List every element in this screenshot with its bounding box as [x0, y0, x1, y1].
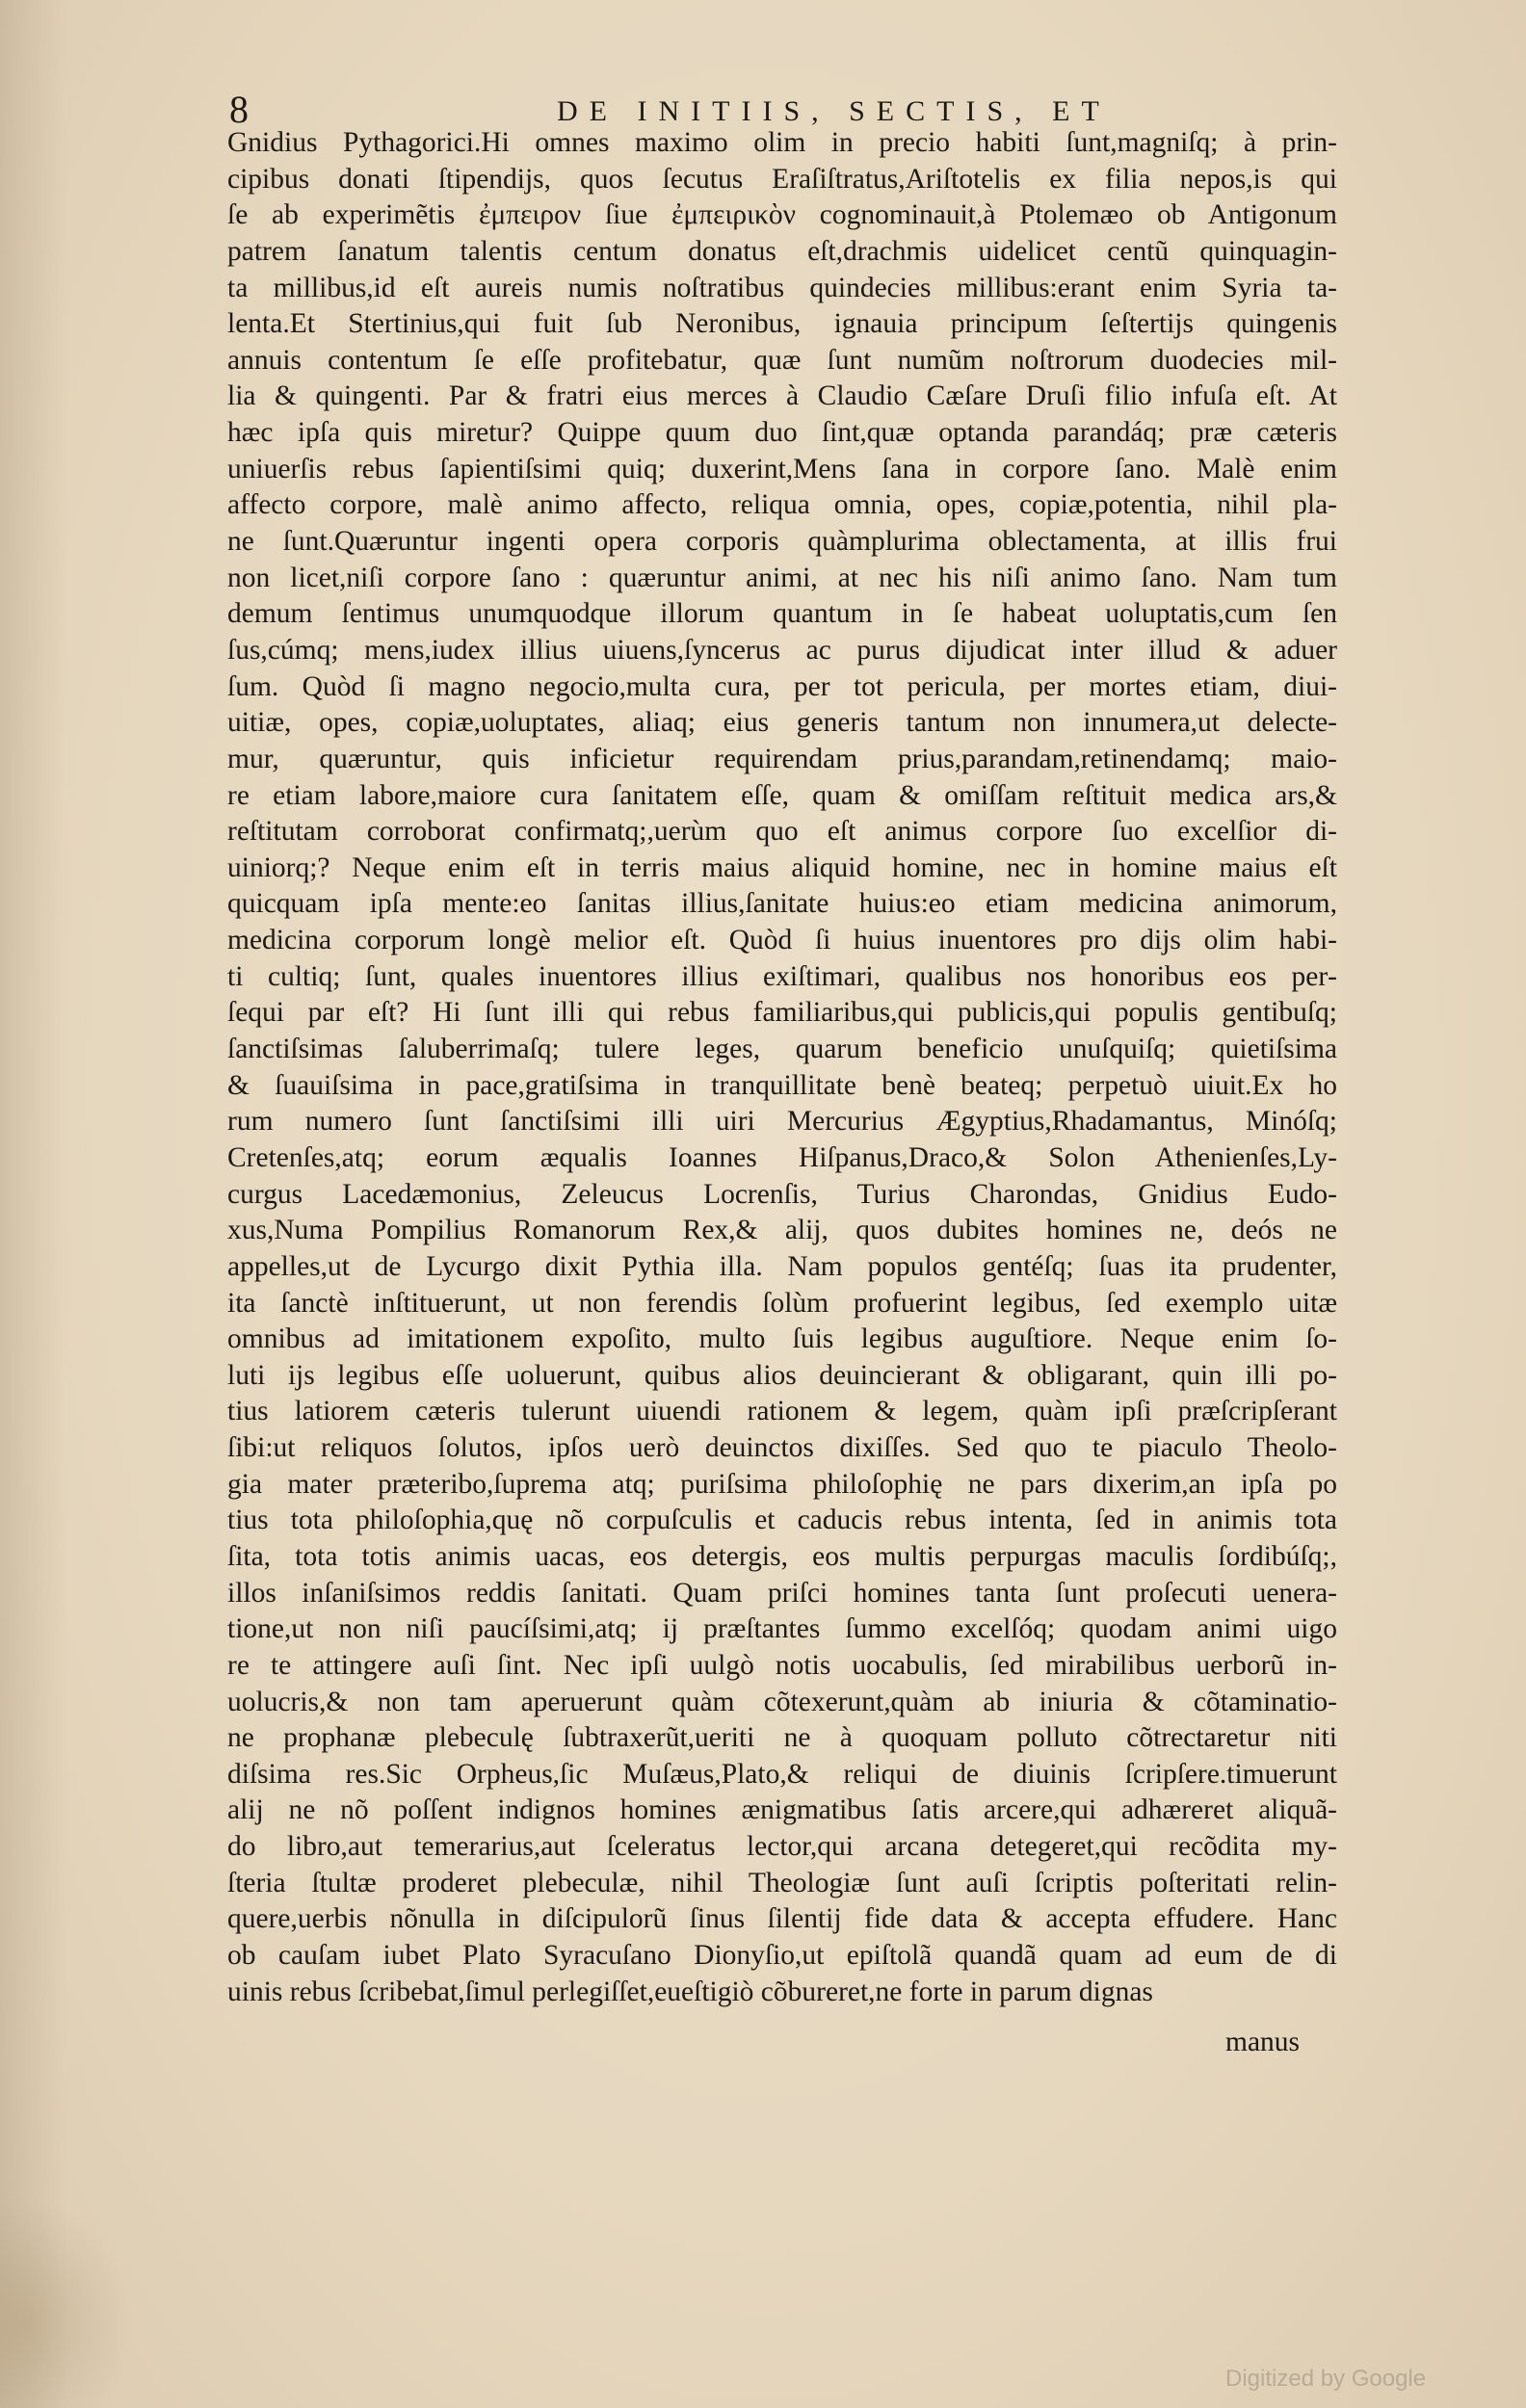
- text-line: luti ijs legibus eſſe uoluerunt, quibus alios deuincierant & obligarant, quin illi po‑: [227, 1359, 1337, 1391]
- text-line: diſsima res.Sic Orpheus,ſic Muſæus,Plato,& reliqui de diuinis ſcripſere.timuerunt: [227, 1758, 1337, 1790]
- text-line: quicquam ipſa mente:eo ſanitas illius,ſanitate huius:eo etiam medicina animorum,: [227, 888, 1337, 920]
- body-text: [227, 125, 1337, 2010]
- text-line: ſus,cúmq; mens,iudex illius uiuens,ſyncerus ac purus dijudicat inter illud & aduer: [227, 634, 1337, 666]
- text-line: demum ſentimus unumquodque illorum quantum in ſe habeat uoluptatis,cum ſen: [227, 598, 1337, 630]
- text-line: uolucris,& non tam aperuerunt quàm cõtexerunt,quàm ab iniuria & cõtaminatio‑: [227, 1686, 1337, 1717]
- running-title: DE INITIIS, SECTIS, ET: [557, 95, 1111, 127]
- text-line: re te attingere auſi ſint. Nec ipſi uulgò notis uocabulis, ſed mirabilibus uerborũ in‑: [227, 1649, 1337, 1681]
- text-line: uinis rebus ſcribebat,ſimul perlegiſſet,eueſtigiò cõbureret,ne forte in parum dignas: [227, 1976, 1153, 2007]
- text-line: ſum. Quòd ſi magno negocio,multa cura, per tot pericula, per mortes etiam, diui‑: [227, 670, 1337, 702]
- text-line: uiniorq;? Neque enim eſt in terris maius aliquid homine, nec in homine maius eſt: [227, 851, 1337, 883]
- text-line: medicina corporum longè melior eſt. Quòd ſi huius inuentores pro dijs olim habi‑: [227, 925, 1337, 956]
- digitization-watermark: Digitized by Google: [1225, 2366, 1427, 2392]
- text-line: illos inſaniſsimos reddis ſanitati. Quam priſci homines tanta ſunt proſecuti uenera‑: [227, 1577, 1337, 1609]
- text-line: ne ſunt.Quæruntur ingenti opera corporis quàmplurima oblectamenta, at illis frui: [227, 526, 1337, 558]
- page-number: 8: [229, 88, 249, 131]
- text-line: patrem ſanatum talentis centum donatus eſt,drachmis uidelicet centũ quinquagin‑: [227, 235, 1337, 267]
- text-line: do libro,aut temerarius,aut ſceleratus lector,qui arcana detegeret,qui recõdita my‑: [227, 1831, 1337, 1863]
- text-line: Cretenſes,atq; eorum æqualis Ioannes Hiſpanus,Draco,& Solon Athenienſes,Ly‑: [227, 1141, 1337, 1173]
- text-line: re etiam labore,maiore cura ſanitatem eſſe, quam & omiſſam reſtituit medica ars,&: [227, 779, 1337, 811]
- text-line: ne prophanæ plebeculę ſubtraxerũt,ueriti ne à quoquam polluto cõtrectaretur niti: [227, 1722, 1337, 1754]
- text-line: hæc ipſa quis miretur? Quippe quum duo ſint,quæ optanda parandáq; præ cæteris: [227, 417, 1337, 449]
- text-line: ſequi par eſt? Hi ſunt illi qui rebus familiaribus,qui publicis,qui populis gentibuſq;: [227, 997, 1337, 1029]
- text-line: xus,Numa Pompilius Romanorum Rex,& alij, quos dubites homines ne, deós ne: [227, 1215, 1337, 1246]
- paper-stain: [0, 2196, 135, 2408]
- text-line: affecto corpore, malè animo affecto, reliqua omnia, opes, copiæ,potentia, nihil pla‑: [227, 489, 1337, 521]
- text-line: appelles,ut de Lycurgo dixit Pythia illa. Nam populos gentéſq; ſuas ita prudenter,: [227, 1250, 1337, 1282]
- text-line: ſibi:ut reliquos ſolutos, ipſos uerò deuinctos dixiſſes. Sed quo te piaculo Theolo‑: [227, 1432, 1337, 1464]
- text-line: ſteria ſtultæ proderet plebeculæ, nihil Theologiæ ſunt auſi ſcriptis poſteritati relin‑: [227, 1867, 1337, 1898]
- text-line: uniuerſis rebus ſapientiſsimi quiq; duxerint,Mens ſana in corpore ſano. Malè enim: [227, 453, 1337, 484]
- text-line: lenta.Et Stertinius,qui fuit ſub Neronibus, ignauia principum ſeſtertijs quingenis: [227, 308, 1337, 340]
- text-line: quere,uerbis nõnulla in diſcipulorũ ſinus ſilentij fide data & accepta effudere. Hanc: [227, 1903, 1337, 1935]
- text-line: rum numero ſunt ſanctiſsimi illi uiri Mercurius Ægyptius,Rhadamantus, Minóſq;: [227, 1106, 1337, 1138]
- text-line: Gnidius Pythagorici.Hi omnes maximo olim in precio habiti ſunt,magniſq; à prin‑: [227, 127, 1337, 158]
- text-line: ti cultiq; ſunt, quales inuentores illius exiſtimari, qualibus nos honoribus eos per‑: [227, 960, 1337, 992]
- text-line: ta millibus,id eſt aureis numis noſtratibus quindecies millibus:erant enim Syria ta‑: [227, 272, 1337, 303]
- text-line: ſe ab experimẽtis ἐμπειρον ſiue ἐμπειρικὸν cognominauit,à Ptolemæo ob Antigonum: [227, 199, 1337, 231]
- text-line: curgus Lacedæmonius, Zeleucus Locrenſis, Turius Charondas, Gnidius Eudo‑: [227, 1178, 1337, 1210]
- text-line: & ſuauiſsima in pace,gratiſsima in tranquillitate benè beateq; perpetuò uiuit.Ex ho: [227, 1069, 1337, 1101]
- text-line: omnibus ad imitationem expoſito, multo ſuis legibus auguſtiore. Neque enim ſo‑: [227, 1323, 1337, 1355]
- text-line: ob cauſam iubet Plato Syracuſano Dionyſio,ut epiſtolã quandã quam ad eum de di: [227, 1940, 1337, 1972]
- catchword: manus: [1225, 2027, 1301, 2057]
- text-line: alij ne nõ poſſent indignos homines ænigmatibus ſatis arcere,qui adhæreret aliquã‑: [227, 1794, 1337, 1826]
- text-line: reſtitutam corroborat confirmatq;,uerùm quo eſt animus corpore ſuo excelſior di‑: [227, 816, 1337, 848]
- text-line: annuis contentum ſe eſſe profitebatur, quæ ſunt numũm noſtrorum duodecies mil‑: [227, 344, 1337, 376]
- text-line: tius tota philoſophia,quę nõ corpuſculis et caducis rebus intenta, ſed in animis tota: [227, 1505, 1337, 1536]
- page-edge-shadow: [0, 0, 67, 2408]
- text-line: ſanctiſsimas ſaluberrimaſq; tulere leges, quarum beneficio unuſquiſq; quietiſsima: [227, 1034, 1337, 1065]
- text-line: lia & quingenti. Par & fratri eius merces à Claudio Cæſare Druſi filio infuſa eſt. At: [227, 380, 1337, 412]
- text-line: ſita, tota totis animis uacas, eos detergis, eos multis perpurgas maculis ſordibúſq;,: [227, 1540, 1337, 1572]
- text-line: tius latiorem cæteris tulerunt uiuendi rationem & legem, quàm ipſi præſcripſerant: [227, 1396, 1337, 1427]
- text-line: non licet,niſi corpore ſano : quæruntur animi, at nec his niſi animo ſano. Nam tum: [227, 562, 1337, 593]
- text-line: tione,ut non niſi paucíſsimi,atq; ij præſtantes ſummo excelſóq; quodam animi uigo: [227, 1613, 1337, 1645]
- text-line: uitiæ, opes, copiæ,uoluptates, aliaq; eius generis tantum non innumera,ut delecte‑: [227, 707, 1337, 739]
- text-line: cipibus donati ſtipendijs, quos ſecutus Eraſiſtratus,Ariſtotelis ex filia nepos,is qui: [227, 163, 1337, 195]
- text-line: mur, quæruntur, quis inficietur requirendam prius,parandam,retinendamq; maio‑: [227, 743, 1337, 774]
- text-line: gia mater præteribo,ſuprema atq; puriſsima philoſophię ne pars dixerim,an ipſa po: [227, 1468, 1337, 1500]
- text-line: ita ſanctè inſtituerunt, ut non ferendis ſolùm profuerint legibus, ſed exemplo uitæ: [227, 1287, 1337, 1319]
